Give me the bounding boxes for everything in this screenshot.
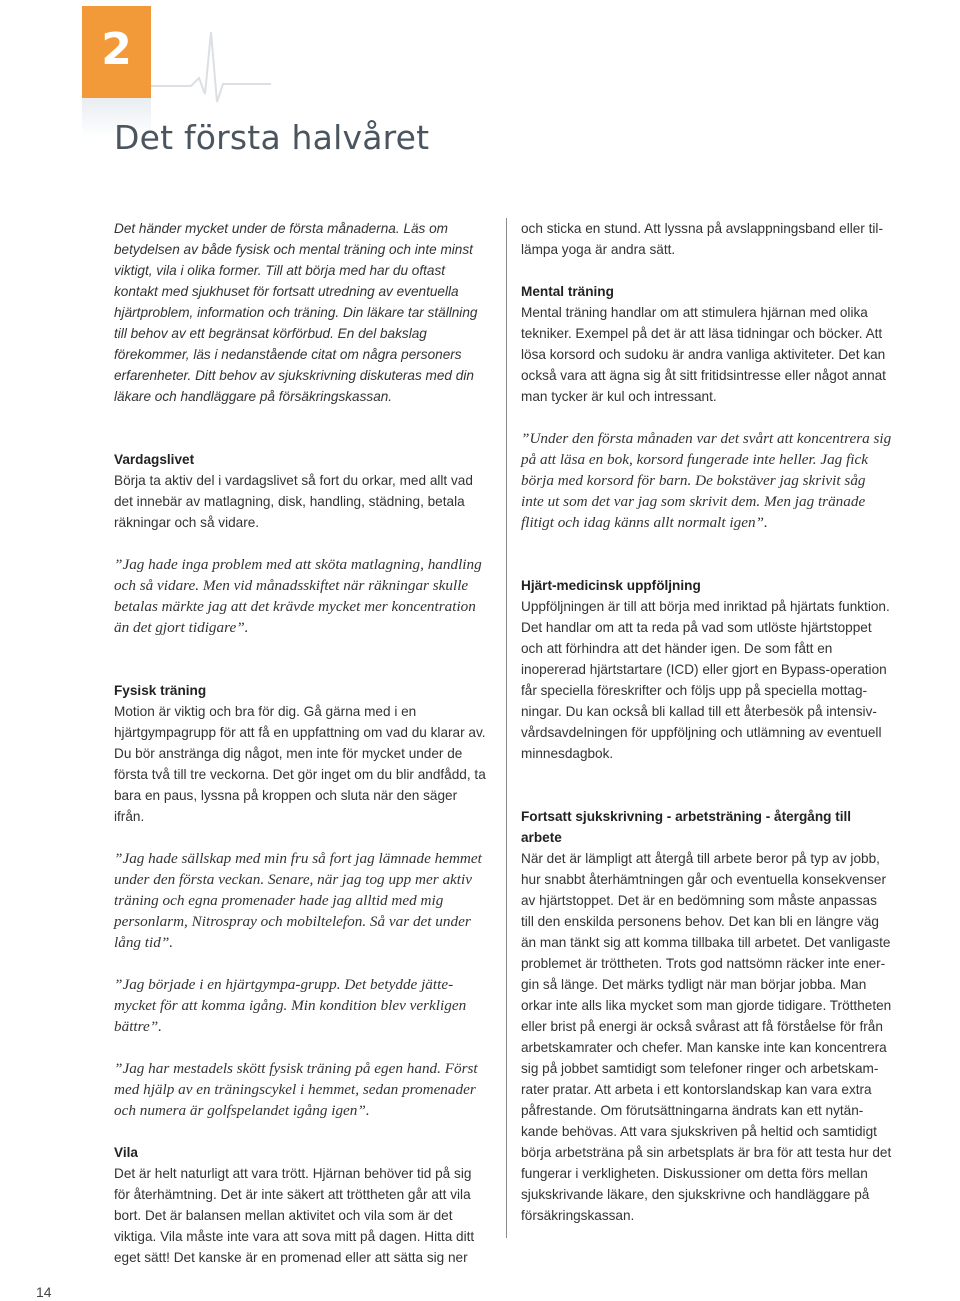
heading-vila: Vila bbox=[114, 1145, 138, 1160]
chapter-number: 2 bbox=[101, 23, 132, 75]
chapter-title: Det första halvåret bbox=[114, 118, 430, 157]
paragraph-vila: Det är helt naturligt att vara trött. Hjärnan behöver tid på sig för återhämtning. Det är inte säkert att tröttheten går att vila bort. Det är balansen mellan aktivitet och vila som är det viktiga. Vila måste inte vara att sova mitt på dagen. Hitta ditt eget sätt! Det kanske är en promenad eller att sätta sig ner bbox=[114, 1166, 475, 1265]
chapter-number-badge bbox=[82, 6, 151, 98]
intro-paragraph: Det händer mycket under de första månaderna. Läs om betydelsen av både fysisk och mental träning och inte minst viktigt, vila i olika former. Till att börja med har du oftast kontakt med sjukhuset för fortsatt utredning av eventuella hjärtproblem, information och träning. Din läkare tar ställning till behov av ett begränsat körförbud. En del bakslag förekommer, läs i nedanstående citat om några personers erfarenheter. Ditt behov av sjukskrivning diskuteras med din läkare och handläggare på försäkringskassan. bbox=[114, 221, 478, 404]
quote-paragraph: ”Jag började i en hjärtgympa-grupp. Det betydde jättemycket för att komma igång. Min kondition blev verkligen bättre”. bbox=[114, 976, 467, 1035]
quote-paragraph: ”Jag hade sällskap med min fru så fort jag lämnade hemmet under den första veckan. Senare, när jag tog upp mer aktiv träning och egna promenader hade jag alltid med mig personlarm, Nitrospray och mobiltelefon. Så var det under lång tid”. bbox=[114, 850, 482, 951]
heading-vardagslivet: Vardagslivet bbox=[114, 452, 195, 467]
paragraph-vardagslivet: Börja ta aktiv del i vardagslivet så fort du orkar, med allt vad det innebär av matlagning, disk, handling, städning, betala räkningar och så vidare. bbox=[114, 473, 473, 530]
column-divider bbox=[506, 218, 507, 1238]
right-column bbox=[521, 218, 892, 1226]
paragraph-continuation: och sticka en stund. Att lyssna på avslappningsband eller tillämpa yoga är andra sätt. bbox=[521, 221, 883, 257]
page-number: 14 bbox=[36, 1284, 52, 1300]
quote-paragraph: ”Jag hade inga problem med att sköta matlagning, handling och så vidare. Men vid månadsskiftet när räkningar skulle betalas märkte jag att det krävde mycket mer koncentration än det gjort tidigare”. bbox=[114, 556, 482, 636]
heading-fysisk-traning: Fysisk träning bbox=[114, 683, 207, 698]
heading-hjart-medicinsk: Hjärt-medicinsk uppföljning bbox=[521, 578, 701, 593]
heartbeat-line-icon bbox=[151, 28, 271, 108]
paragraph-hjart-medicinsk: Uppföljningen är till att börja med inriktad på hjärtats funktion. Det handlar om att ta reda på vad som utlöste hjärtstoppet och att förhindra att det händer igen. De som fått en inopererad hjärtstartare (ICD) eller gjort en Bypass-operation får speciella föreskrifter och följs upp på speciella mottagningar. Du kan också bli kallad till ett återbesök på intensivvårdsavdelningen för uppföljning och utlämning av eventuell minnesdagbok. bbox=[521, 599, 890, 761]
paragraph-mental-traning: Mental träning handlar om att stimulera hjärnan med olika tekniker. Exempel på det är att läsa tidningar och böcker. Att lösa korsord och sudoku är andra vanliga aktiviteter. Det kan också vara att ägna sig åt sitt fritidsintresse eller något annat man tycker är kul och intressant. bbox=[521, 305, 886, 404]
quote-paragraph: ”Under den första månaden var det svårt att koncentrera sig på att läsa en bok, korsord fungerade inte heller. Jag fick börja med korsord för barn. De bokstäver jag skrivit såg inte ut som det var jag som skrivit dem. Men jag tränade flitigt och idag känns allt normalt igen”. bbox=[521, 430, 892, 531]
quote-paragraph: ”Jag har mestadels skött fysisk träning på egen hand. Först med hjälp av en träningscykel i hemmet, sedan promenader och numera är golfspelandet igång igen”. bbox=[114, 1060, 478, 1119]
heading-fortsatt-sjukskrivning: Fortsatt sjukskrivning - arbetsträning - återgång till arbete bbox=[521, 809, 852, 845]
paragraph-fysisk-traning: Motion är viktig och bra för dig. Gå gärna med i en hjärtgympagrupp för att få en uppfattning om vad du klarar av. Du bör anstränga dig något, men inte för mycket under de första två till tre veckorna. Det gör inget om du blir andfådd, ta bara en paus, lyssna på kroppen och sluta när den säger ifrån. bbox=[114, 704, 486, 824]
paragraph-fortsatt-sjukskrivning: När det är lämpligt att återgå till arbete beror på typ av jobb, hur snabbt återhämtningen går och eventuella konsekvenser av hjärtstoppet. Det är en bedömning som måste anpassas till den enskilda personens behov. Det kan bli en längre väg än man tänkt sig att komma tillbaka till arbetet. Det vanligaste problemet är tröttheten. Trots god nattsömn räcker inte energin så länge. Det märks tydligt när man börjar jobba. Man orkar inte alls lika mycket som man gjorde tidigare. Tröttheten eller brist på energi är också svårast att få förståelse för från arbetskamrater och chefer. Man kanske inte kan koncentrera sig på jobbet samtidigt som telefoner ringer och arbetskamrater pratar. Att arbeta i ett kontorslandskap kan vara extra påfrestande. Om förutsättningarna ändrats kan ett nytänkande behövas. Att vara sjukskriven på heltid och samtidigt börja arbetsträna på sin arbetsplats är bra för att testa hur det fungerar i verkligheten. Diskussioner om detta förs mellan sjukskrivande läkare, den sjukskrivne och handläggare på försäkringskassan. bbox=[521, 851, 892, 1223]
heading-mental-traning: Mental träning bbox=[521, 284, 614, 299]
left-column bbox=[114, 218, 490, 1268]
